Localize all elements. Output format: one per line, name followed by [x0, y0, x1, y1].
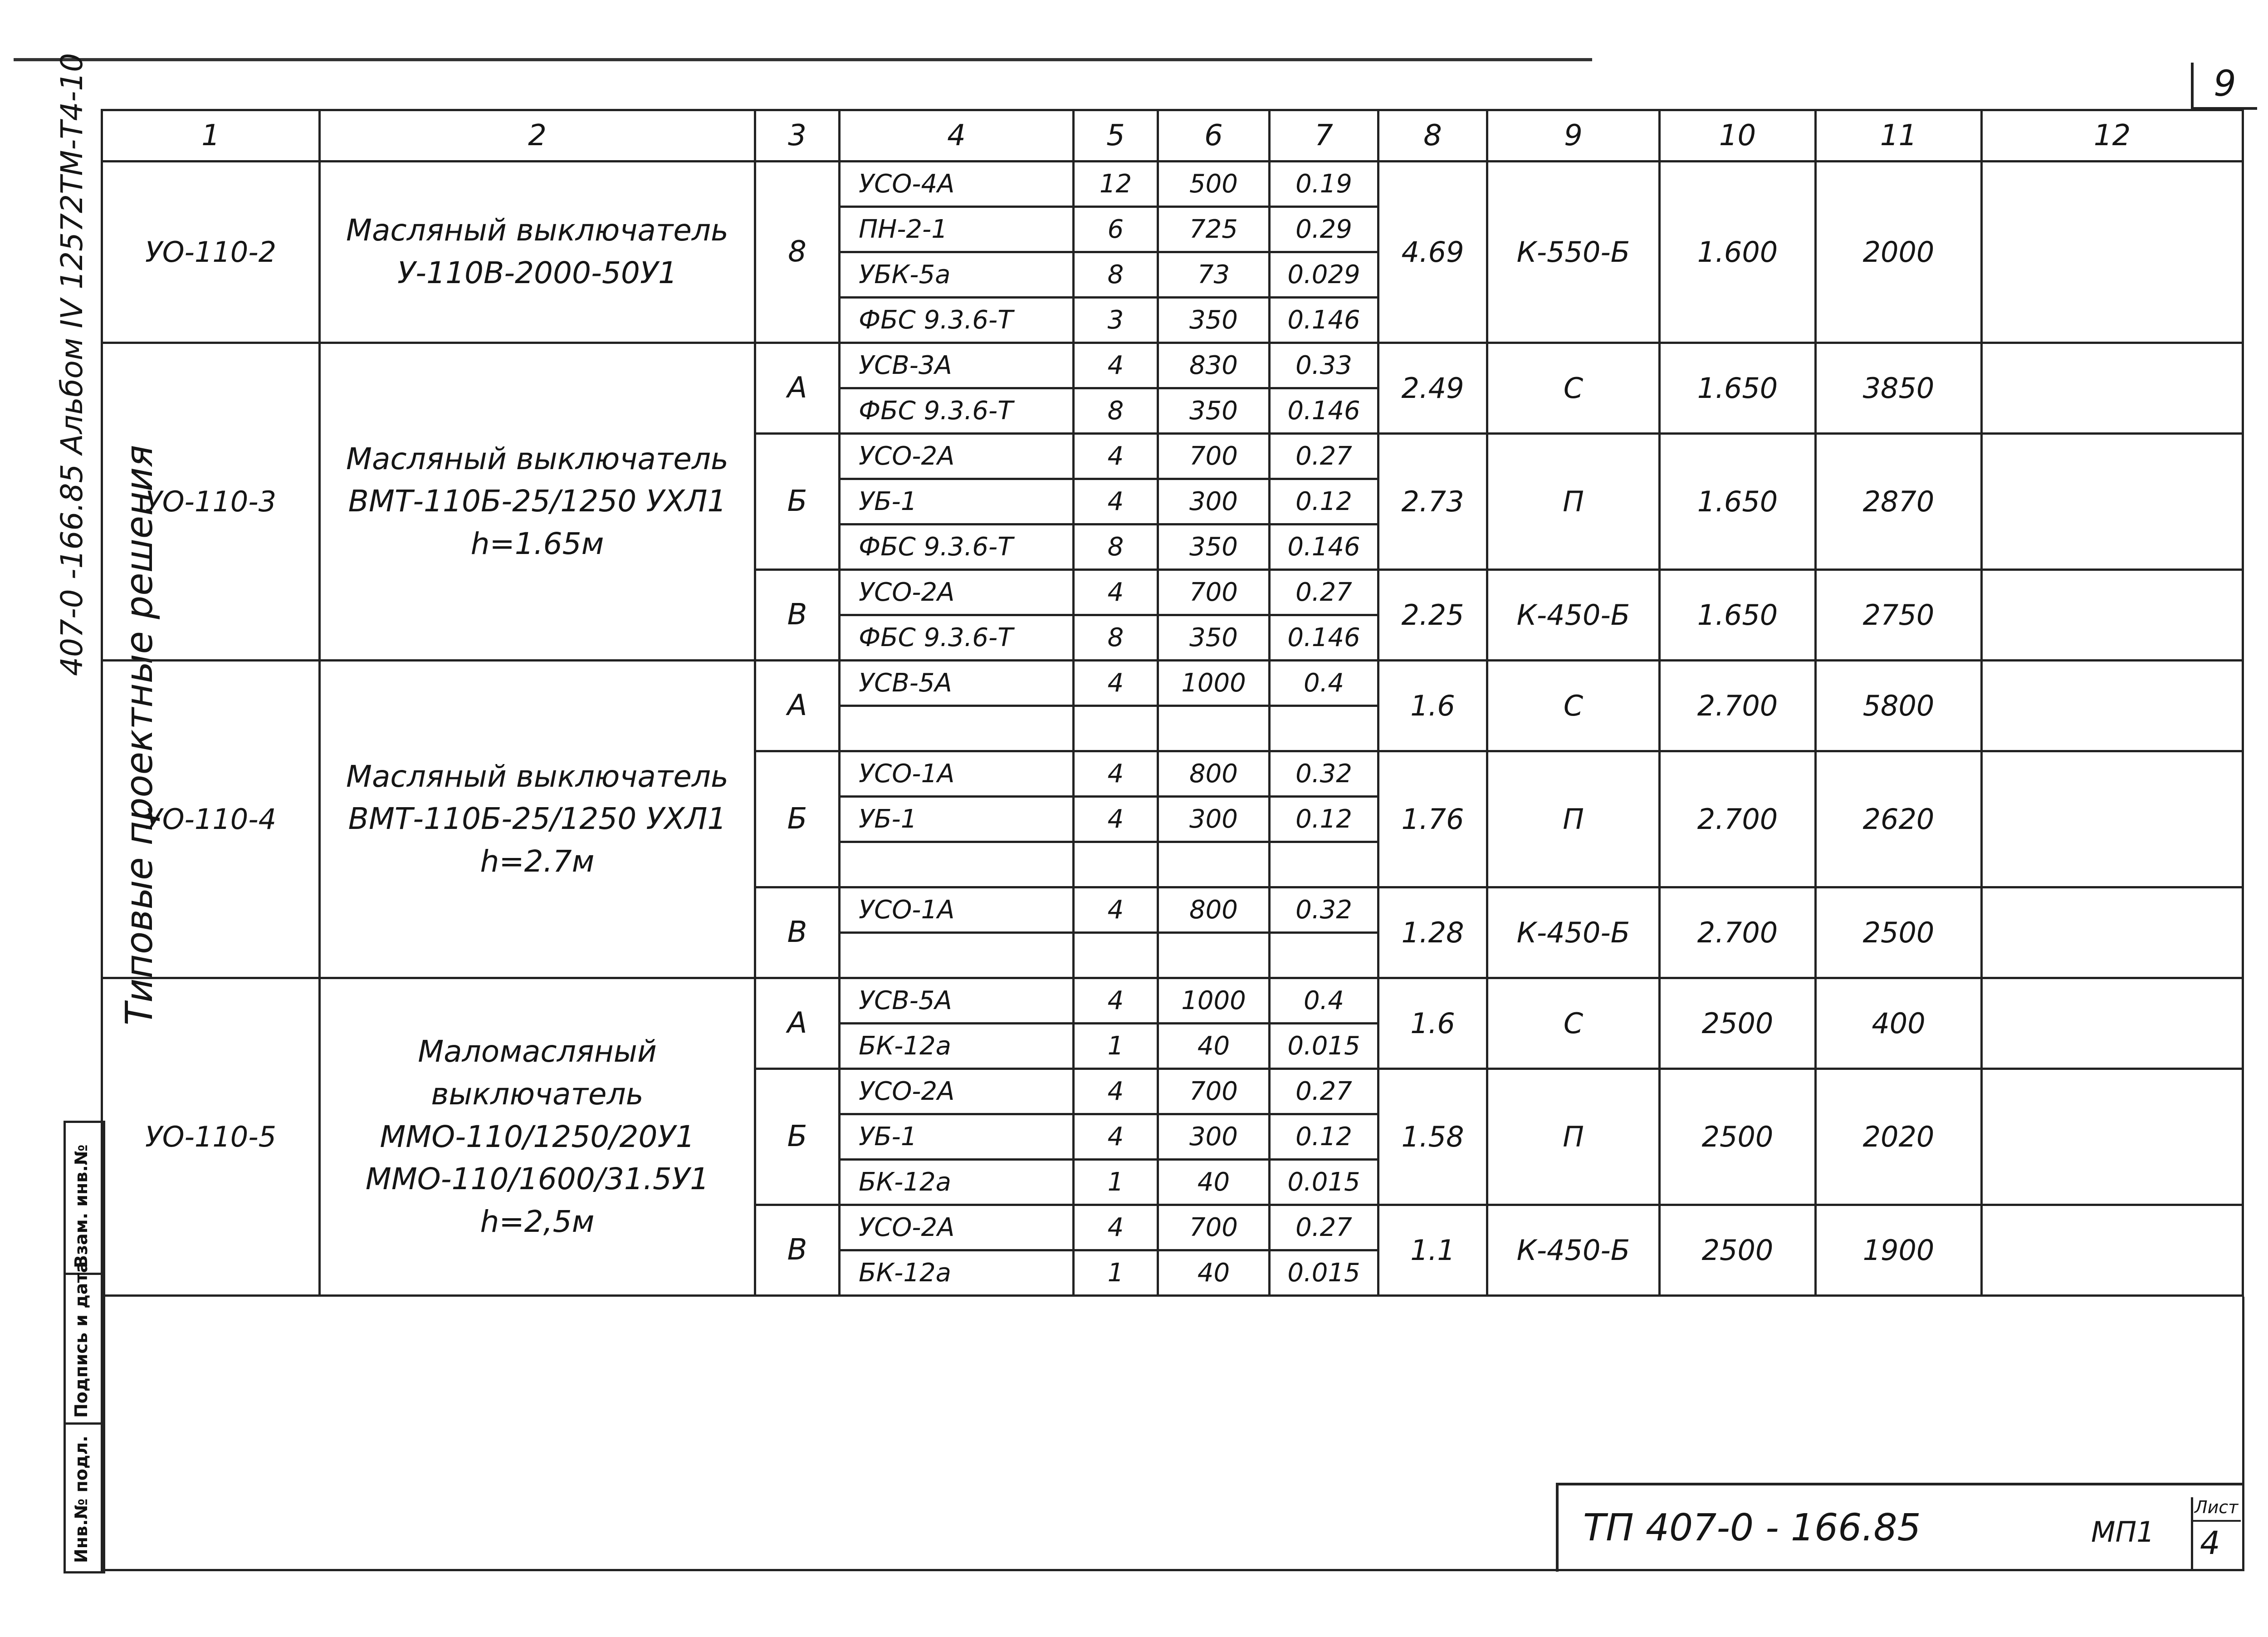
element-mass: 350: [1158, 297, 1270, 343]
element-quantity: 1: [1074, 1159, 1158, 1205]
element-mass: 40: [1158, 1023, 1270, 1068]
variant-label: Б: [755, 433, 840, 569]
value-col-9: К-450-Б: [1487, 1205, 1660, 1295]
element-quantity: 4: [1074, 1068, 1158, 1114]
value-col-10: 1.650: [1660, 343, 1816, 433]
strip-label-inventory: Инв.№ подл.: [71, 1436, 91, 1563]
element-quantity: 1: [1074, 1250, 1158, 1295]
value-col-9: К-550-Б: [1487, 161, 1660, 343]
element-quantity: [1074, 842, 1158, 887]
element-name: УБ-1: [840, 479, 1074, 524]
stamp-sheet-value: 4: [2200, 1524, 2220, 1562]
element-mass: 350: [1158, 388, 1270, 433]
value-col-10: 2.700: [1660, 751, 1816, 887]
element-mass: 800: [1158, 751, 1270, 796]
variant-label: В: [755, 887, 840, 978]
value-col-8: 1.1: [1378, 1205, 1487, 1295]
element-mass: 700: [1158, 433, 1270, 479]
element-volume: 0.32: [1270, 887, 1378, 932]
element-name: УБ-1: [840, 796, 1074, 842]
element-volume: 0.12: [1270, 479, 1378, 524]
equipment-name: Масляный выключатель У-110В-2000-50У1: [320, 161, 755, 343]
element-name: ФБС 9.3.6-Т: [840, 524, 1074, 569]
equipment-name: Маломасляный выключатель ММО-110/1250/20У1 ММО-110/1600/31.5У1 h=2,5м: [320, 978, 755, 1295]
side-title: Типовые проектные решения: [118, 445, 161, 1025]
value-col-9: С: [1487, 978, 1660, 1068]
value-col-9: П: [1487, 751, 1660, 887]
value-col-12: [1982, 978, 2243, 1068]
value-col-12: [1982, 569, 2243, 660]
element-quantity: 8: [1074, 615, 1158, 660]
element-mass: 1000: [1158, 660, 1270, 706]
column-header-10: 10: [1660, 110, 1816, 162]
document-mark: МП1: [2091, 1515, 2155, 1549]
equipment-code: УО-110-5: [102, 978, 320, 1295]
element-volume: 0.146: [1270, 524, 1378, 569]
table-row: [102, 978, 2243, 1023]
element-name: [840, 706, 1074, 751]
element-quantity: [1074, 706, 1158, 751]
element-quantity: 4: [1074, 751, 1158, 796]
element-volume: 0.015: [1270, 1159, 1378, 1205]
column-header-9: 9: [1487, 110, 1660, 162]
value-col-10: 2500: [1660, 978, 1816, 1068]
value-col-9: К-450-Б: [1487, 569, 1660, 660]
element-name: [840, 932, 1074, 978]
element-volume: 0.33: [1270, 343, 1378, 388]
strip-label-replace: Взам. инв.№: [71, 1144, 91, 1268]
variant-label: В: [755, 1205, 840, 1295]
element-mass: 300: [1158, 1114, 1270, 1159]
element-quantity: 4: [1074, 660, 1158, 706]
value-col-11: 2750: [1816, 569, 1982, 660]
element-mass: 300: [1158, 479, 1270, 524]
value-col-11: 400: [1816, 978, 1982, 1068]
element-name: УСО-2А: [840, 569, 1074, 615]
element-quantity: [1074, 932, 1158, 978]
element-mass: 830: [1158, 343, 1270, 388]
element-volume: 0.29: [1270, 206, 1378, 252]
value-col-8: 2.25: [1378, 569, 1487, 660]
element-volume: 0.029: [1270, 252, 1378, 297]
value-col-9: П: [1487, 433, 1660, 569]
element-mass: 300: [1158, 796, 1270, 842]
element-volume: 0.146: [1270, 388, 1378, 433]
value-col-8: 2.73: [1378, 433, 1487, 569]
value-col-11: 2020: [1816, 1068, 1982, 1205]
value-col-9: С: [1487, 660, 1660, 751]
element-name: УБК-5а: [840, 252, 1074, 297]
value-col-8: 1.6: [1378, 660, 1487, 751]
column-header-8: 8: [1378, 110, 1487, 162]
element-quantity: 8: [1074, 524, 1158, 569]
variant-label: Б: [755, 1068, 840, 1205]
element-volume: [1270, 842, 1378, 887]
element-quantity: 6: [1074, 206, 1158, 252]
element-quantity: 8: [1074, 252, 1158, 297]
value-col-11: 2870: [1816, 433, 1982, 569]
element-volume: 0.4: [1270, 978, 1378, 1023]
element-mass: 700: [1158, 1068, 1270, 1114]
specification-table: [101, 109, 2244, 1297]
strip-label-signature: Подпись и дата: [71, 1261, 91, 1418]
element-name: УБ-1: [840, 1114, 1074, 1159]
element-volume: 0.015: [1270, 1250, 1378, 1295]
element-mass: 73: [1158, 252, 1270, 297]
value-col-11: 2000: [1816, 161, 1982, 343]
header-row: [102, 110, 2243, 162]
element-name: УСВ-5А: [840, 660, 1074, 706]
element-quantity: 4: [1074, 343, 1158, 388]
element-mass: 725: [1158, 206, 1270, 252]
column-header-11: 11: [1816, 110, 1982, 162]
value-col-8: 4.69: [1378, 161, 1487, 343]
column-header-1: 1: [102, 110, 320, 162]
equipment-name: Масляный выключатель ВМТ-110Б-25/1250 УХЛ1 h=2.7м: [320, 660, 755, 978]
value-col-11: 5800: [1816, 660, 1982, 751]
element-name: ФБС 9.3.6-Т: [840, 615, 1074, 660]
element-volume: 0.015: [1270, 1023, 1378, 1068]
value-col-8: 1.58: [1378, 1068, 1487, 1205]
value-col-10: 1.650: [1660, 433, 1816, 569]
column-header-3: 3: [755, 110, 840, 162]
element-volume: 0.32: [1270, 751, 1378, 796]
element-volume: [1270, 932, 1378, 978]
column-header-2: 2: [320, 110, 755, 162]
element-mass: 40: [1158, 1159, 1270, 1205]
value-col-12: [1982, 660, 2243, 751]
element-name: БК-12а: [840, 1023, 1074, 1068]
element-mass: 700: [1158, 1205, 1270, 1250]
element-quantity: 8: [1074, 388, 1158, 433]
element-quantity: 4: [1074, 433, 1158, 479]
table-row: [102, 660, 2243, 706]
strip-cell-signature: [66, 1261, 103, 1425]
element-quantity: 12: [1074, 161, 1158, 206]
element-name: БК-12а: [840, 1250, 1074, 1295]
column-header-4: 4: [840, 110, 1074, 162]
element-volume: 0.27: [1270, 1205, 1378, 1250]
element-volume: 0.19: [1270, 161, 1378, 206]
value-col-12: [1982, 343, 2243, 433]
element-volume: 0.27: [1270, 569, 1378, 615]
top-border-line: [14, 58, 1592, 61]
element-name: УСО-1А: [840, 751, 1074, 796]
element-quantity: 4: [1074, 479, 1158, 524]
element-quantity: 1: [1074, 1023, 1158, 1068]
column-header-5: 5: [1074, 110, 1158, 162]
value-col-9: К-450-Б: [1487, 887, 1660, 978]
value-col-12: [1982, 887, 2243, 978]
value-col-10: 2500: [1660, 1205, 1816, 1295]
element-name: УСО-2А: [840, 433, 1074, 479]
strip-cell-replace: [66, 1123, 103, 1275]
element-name: УСО-2А: [840, 1205, 1074, 1250]
side-album-code: 407-0 -166.85 Альбом IV 12572ТМ-Т4-10: [54, 53, 89, 676]
value-col-10: 2500: [1660, 1068, 1816, 1205]
value-col-9: П: [1487, 1068, 1660, 1205]
value-col-12: [1982, 751, 2243, 887]
column-header-12: 12: [1982, 110, 2243, 162]
equipment-code: УО-110-4: [102, 660, 320, 978]
value-col-11: 3850: [1816, 343, 1982, 433]
element-volume: [1270, 706, 1378, 751]
element-volume: 0.12: [1270, 1114, 1378, 1159]
element-quantity: 4: [1074, 1114, 1158, 1159]
column-header-7: 7: [1270, 110, 1378, 162]
variant-label: А: [755, 660, 840, 751]
value-col-12: [1982, 433, 2243, 569]
value-col-10: 2.700: [1660, 887, 1816, 978]
element-mass: [1158, 706, 1270, 751]
sheet-number: 9: [2214, 64, 2236, 104]
value-col-10: 2.700: [1660, 660, 1816, 751]
element-name: УСО-1А: [840, 887, 1074, 932]
value-col-11: 2620: [1816, 751, 1982, 887]
value-col-8: 1.76: [1378, 751, 1487, 887]
value-col-10: 1.600: [1660, 161, 1816, 343]
element-name: ПН-2-1: [840, 206, 1074, 252]
value-col-9: С: [1487, 343, 1660, 433]
value-col-8: 1.6: [1378, 978, 1487, 1068]
value-col-8: 1.28: [1378, 887, 1487, 978]
element-quantity: 3: [1074, 297, 1158, 343]
element-mass: 800: [1158, 887, 1270, 932]
element-quantity: 4: [1074, 887, 1158, 932]
element-quantity: 4: [1074, 978, 1158, 1023]
element-name: УСО-2А: [840, 1068, 1074, 1114]
value-col-12: [1982, 1068, 2243, 1205]
value-col-12: [1982, 1205, 2243, 1295]
variant-label: Б: [755, 751, 840, 887]
equipment-name: Масляный выключатель ВМТ-110Б-25/1250 УХЛ1 h=1.65м: [320, 343, 755, 660]
element-volume: 0.146: [1270, 615, 1378, 660]
element-mass: 1000: [1158, 978, 1270, 1023]
stamp-sheet-divider: [2191, 1520, 2241, 1522]
value-col-12: [1982, 161, 2243, 343]
element-quantity: 4: [1074, 1205, 1158, 1250]
column-header-6: 6: [1158, 110, 1270, 162]
element-mass: 700: [1158, 569, 1270, 615]
element-name: [840, 842, 1074, 887]
value-col-8: 2.49: [1378, 343, 1487, 433]
element-name: БК-12а: [840, 1159, 1074, 1205]
element-name: УСО-4А: [840, 161, 1074, 206]
variant-label: А: [755, 343, 840, 433]
table-row: [102, 161, 2243, 206]
strip-cell-inventory: [66, 1422, 103, 1568]
variant-label: А: [755, 978, 840, 1068]
element-volume: 0.12: [1270, 796, 1378, 842]
element-mass: 350: [1158, 615, 1270, 660]
element-mass: [1158, 932, 1270, 978]
document-code: ТП 407-0 - 166.85: [1583, 1506, 1921, 1549]
element-volume: 0.146: [1270, 297, 1378, 343]
element-mass: 350: [1158, 524, 1270, 569]
element-volume: 0.4: [1270, 660, 1378, 706]
side-stamp-strip: [64, 1121, 105, 1573]
element-quantity: 4: [1074, 796, 1158, 842]
table-row: [102, 343, 2243, 388]
stamp-sheet-label: Лист: [2195, 1497, 2239, 1517]
element-name: ФБС 9.3.6-Т: [840, 388, 1074, 433]
element-mass: 500: [1158, 161, 1270, 206]
element-mass: 40: [1158, 1250, 1270, 1295]
element-name: ФБС 9.3.6-Т: [840, 297, 1074, 343]
element-mass: [1158, 842, 1270, 887]
variant-label: 8: [755, 161, 840, 343]
value-col-10: 1.650: [1660, 569, 1816, 660]
equipment-code: УО-110-3: [102, 343, 320, 660]
element-volume: 0.27: [1270, 1068, 1378, 1114]
variant-label: В: [755, 569, 840, 660]
element-quantity: 4: [1074, 569, 1158, 615]
value-col-11: 1900: [1816, 1205, 1982, 1295]
element-volume: 0.27: [1270, 433, 1378, 479]
value-col-11: 2500: [1816, 887, 1982, 978]
element-name: УСВ-5А: [840, 978, 1074, 1023]
element-name: УСВ-3А: [840, 343, 1074, 388]
equipment-code: УО-110-2: [102, 161, 320, 343]
